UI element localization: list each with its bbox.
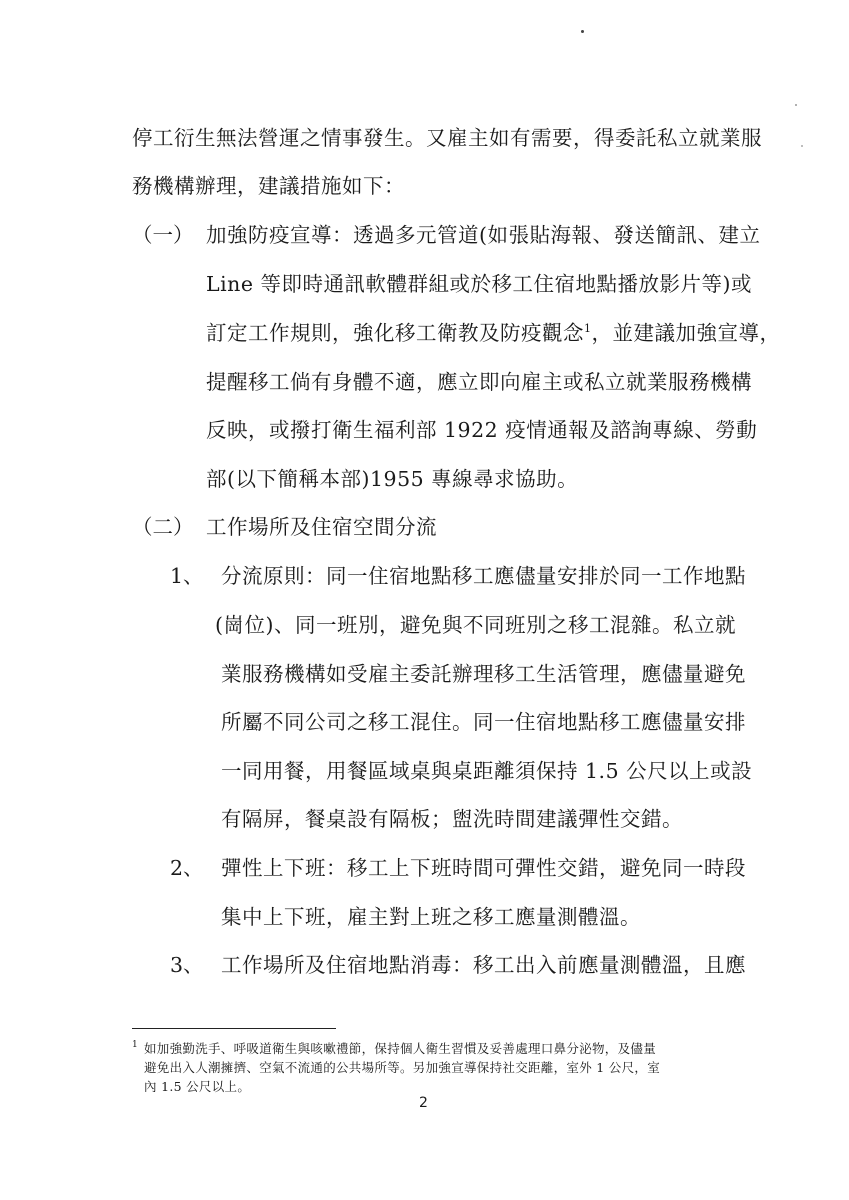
item-1-line: 業服務機構如受雇主委託辦理移工生活管理，應儘量避免 (221, 662, 746, 686)
section-2-title: 工作場所及住宿空間分流 (206, 515, 437, 539)
body-line: 務機構辦理，建議措施如下： (132, 174, 405, 198)
footnote-line: 如加強勤洗手、呼吸道衛生與咳嗽禮節，保持個人衛生習慣及妥善處理口鼻分泌物，及儘量 (144, 1041, 657, 1056)
section-1-line (206, 319, 781, 347)
body-line: 停工衍生無法營運之情事發生。又雇主如有需要，得委託私立就業服 (132, 126, 762, 150)
section-1-line: 提醒移工倘有身體不適，應立即向雇主或私立就業服務機構 (206, 370, 752, 394)
item-1-line: 有隔屏，餐桌設有隔板；盥洗時間建議彈性交錯。 (221, 807, 683, 831)
section-1-line: 反映，或撥打衛生福利部 1922 疫情通報及諮詢專線、勞動 (206, 418, 758, 442)
section-1-line: 部(以下簡稱本部)1955 專線尋求協助。 (206, 467, 579, 491)
item-2-line: 彈性上下班：移工上下班時間可彈性交錯，避免同一時段 (221, 856, 746, 880)
item-1-line: 分流原則：同一住宿地點移工應儘量安排於同一工作地點 (221, 564, 746, 588)
item-1-line: 所屬不同公司之移工混住。同一住宿地點移工應儘量安排 (221, 710, 746, 734)
item-2-number: 2、 (170, 856, 204, 880)
section-1-line-part: 訂定工作規則，強化移工衛教及防疫觀念 (206, 321, 584, 345)
section-1-line-part: ，並建議加強宣導， (591, 321, 781, 345)
footnote-line: 內 1.5 公尺以上。 (144, 1079, 251, 1094)
scan-speck (581, 30, 584, 33)
section-2-label: （二） (132, 515, 194, 539)
section-1-line: 加強防疫宣導：透過多元管道(如張貼海報、發送簡訊、建立 (206, 223, 761, 247)
item-1-line: 一同用餐，用餐區域桌與桌距離須保持 1.5 公尺以上或設 (221, 759, 753, 783)
item-1-line: (崗位)、同一班別，避免與不同班別之移工混雜。私立就 (215, 613, 736, 637)
section-1-label: （一） (132, 223, 194, 247)
scan-speck (801, 145, 803, 147)
item-1-number: 1、 (170, 564, 204, 588)
footnote-divider (132, 1028, 336, 1029)
footnote-ref[interactable]: 1 (584, 322, 592, 336)
item-3-line: 工作場所及住宿地點消毒：移工出入前應量測體溫，且應 (221, 953, 746, 977)
footnote-line: 避免出入人潮擁擠、空氣不流通的公共場所等。另加強宣導保持社交距離，室外 1 公尺，室 (144, 1060, 661, 1075)
item-2-line: 集中上下班，雇主對上班之移工應量測體溫。 (221, 905, 641, 929)
scan-speck (795, 104, 797, 106)
item-3-number: 3、 (170, 953, 204, 977)
section-1-line: Line 等即時通訊軟體群組或於移工住宿地點播放影片等)或 (206, 272, 753, 296)
footnote-mark: 1 (132, 1040, 138, 1050)
page-number: 2 (419, 1095, 428, 1111)
